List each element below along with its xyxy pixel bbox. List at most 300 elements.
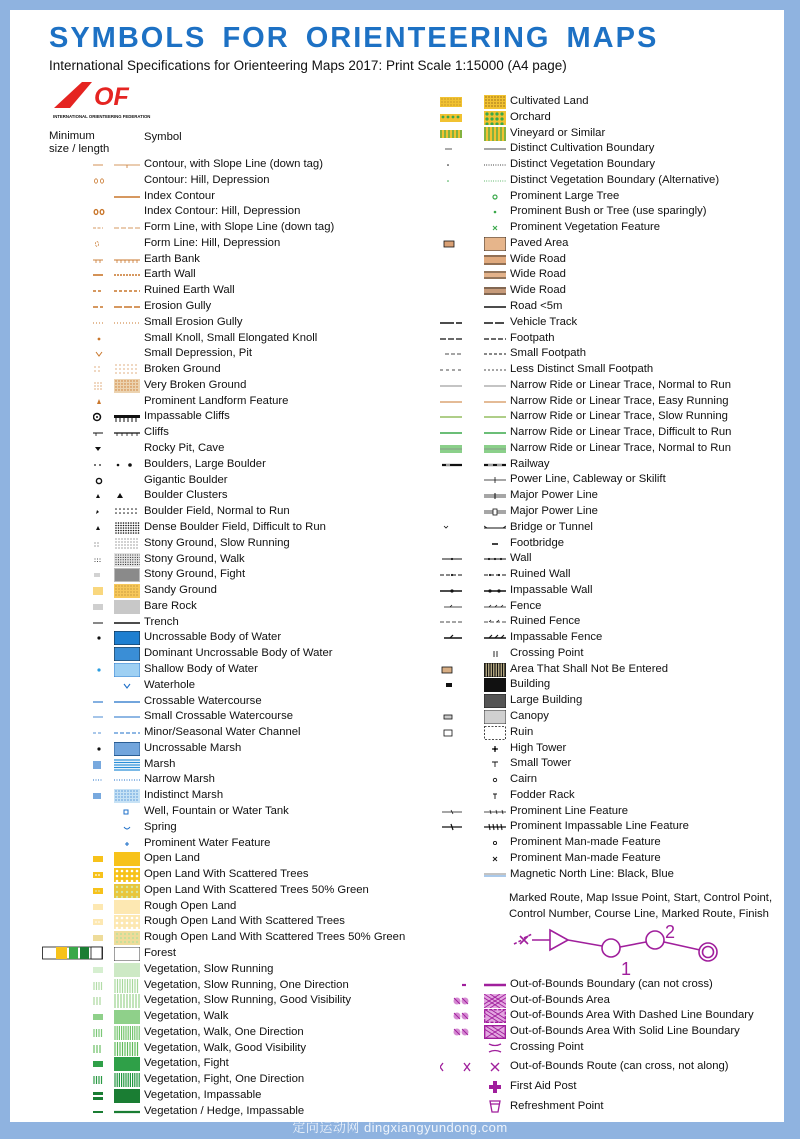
legend-label: Canopy — [510, 710, 549, 723]
legend-row — [0, 851, 661, 867]
header-minimum-line1: Minimum — [49, 130, 95, 142]
legend-label: Bridge or Tunnel — [510, 520, 593, 533]
legend-label: Prominent Man-made Feature — [510, 836, 661, 849]
fodder-rack-min-size-icon — [440, 789, 476, 805]
first-aid-min-size-icon — [452, 1080, 488, 1096]
legend-row — [0, 236, 569, 252]
rough-scattered-icon — [114, 915, 140, 931]
legend-label: Prominent Landform Feature — [144, 394, 289, 407]
legend-row — [0, 141, 655, 157]
legend-label: Crossable Watercourse — [144, 694, 262, 707]
legend-row — [0, 204, 707, 220]
legend-row — [0, 867, 674, 883]
large-tree-min-size-icon — [440, 190, 476, 206]
road-icon — [484, 300, 506, 316]
legend-label: Contour, with Slope Line (down tag) — [144, 158, 323, 170]
legend-row — [0, 1008, 754, 1024]
ruin-min-size-icon — [440, 726, 476, 742]
legend-label: Bare Rock — [144, 599, 197, 612]
ride-normal-min-size-icon — [440, 379, 476, 395]
veg-boundary-min-size-icon — [440, 158, 476, 174]
legend-row — [0, 693, 583, 709]
large-building-icon — [484, 694, 506, 710]
bush-min-size-icon — [440, 205, 476, 221]
legend-row — [0, 536, 565, 552]
legend-label: Wide Road — [510, 252, 566, 265]
rough-scattered-green-min-size-icon — [93, 931, 107, 947]
high-tower-min-size-icon — [440, 742, 476, 758]
legend-label: Forest — [144, 947, 177, 959]
legend-label: Vegetation, Fight, One Direction — [144, 1073, 305, 1086]
legend-label: Vegetation, Slow Running — [144, 962, 274, 975]
legend-label: Index Contour: Hill, Depression — [144, 205, 301, 218]
wide-road-1-min-size-icon — [440, 253, 476, 269]
legend-label: Distinct Vegetation Boundary — [510, 158, 656, 171]
oob-area-icon — [484, 994, 506, 1010]
ride-slow-icon — [484, 410, 506, 426]
vehicle-track-icon — [484, 316, 506, 332]
legend-row — [0, 267, 566, 283]
legend-label: Out-of-Bounds Area With Solid Line Boundary — [510, 1025, 740, 1037]
vineyard-icon — [484, 127, 506, 143]
legend-label: Broken Ground — [144, 363, 221, 376]
legend-label: Rough Open Land — [144, 899, 237, 912]
ruined-fence-icon — [484, 615, 506, 631]
legend-label: Gigantic Boulder — [144, 473, 228, 486]
wide-road-2-min-size-icon — [440, 268, 476, 284]
legend-row — [0, 1059, 729, 1075]
manmade-circle-icon — [484, 836, 506, 852]
oob-solid-min-size-icon — [452, 1025, 488, 1041]
legend-label: Index Contour — [144, 189, 215, 202]
legend-row — [0, 504, 598, 520]
legend-label: Very Broken Ground — [144, 378, 247, 391]
legend-label: Large Building — [510, 694, 583, 707]
legend-row — [0, 756, 572, 772]
oob-dashed-icon — [484, 1009, 506, 1025]
legend-label: Out-of-Bounds Route (can cross, not along) — [510, 1060, 729, 1072]
footbridge-icon — [484, 537, 506, 553]
open-scattered-green-min-size-icon — [93, 884, 107, 900]
legend-label: Spring — [144, 820, 177, 833]
forbidden-area-min-size-icon — [440, 663, 476, 679]
legend-row — [0, 646, 584, 662]
legend-row — [0, 1040, 584, 1056]
legend-label: Waterhole — [144, 678, 196, 691]
small-tower-icon — [484, 757, 506, 773]
canopy-min-size-icon — [440, 710, 476, 726]
legend-label: Small Erosion Gully — [144, 315, 243, 328]
cultivated-min-size-icon — [440, 95, 476, 111]
forest-min-size-icon — [42, 946, 104, 965]
legend-row — [0, 1099, 604, 1115]
legend-row — [0, 189, 620, 205]
vineyard-min-size-icon — [440, 127, 476, 143]
manmade-x-min-size-icon — [440, 852, 476, 868]
legend-label: Vineyard or Similar — [510, 126, 606, 139]
course-crossing-min-size-icon — [452, 1041, 488, 1057]
less-distinct-path-icon — [484, 363, 506, 379]
legend-label: Impassable Fence — [510, 631, 603, 644]
legend-label: Rough Open Land With Scattered Trees 50% Green — [144, 931, 406, 944]
veg-feature-icon — [484, 221, 506, 237]
legend-label: Sandy Ground — [144, 584, 217, 597]
large-tree-icon — [484, 190, 506, 206]
legend-label: Prominent Line Feature — [510, 804, 629, 817]
legend-label: Narrow Marsh — [144, 773, 215, 786]
legend-label: Marsh — [144, 757, 176, 770]
legend-row — [0, 1024, 740, 1040]
legend-label: Fence — [510, 599, 542, 612]
major-power-2-icon — [484, 505, 506, 521]
oob-boundary-min-size-icon — [452, 978, 488, 994]
legend-row — [0, 599, 542, 615]
legend-row — [0, 472, 666, 488]
legend-label: Indistinct Marsh — [144, 789, 224, 802]
legend-label: Stony Ground, Fight — [144, 568, 246, 581]
ride-difficult-icon — [484, 426, 506, 442]
legend-label: Prominent Impassable Line Feature — [510, 820, 689, 833]
legend-label: Form Line, with Slope Line (down tag) — [144, 221, 335, 234]
paved-icon — [484, 237, 506, 253]
refreshment-icon — [484, 1100, 506, 1116]
footpath-min-size-icon — [440, 332, 476, 348]
legend-row — [0, 835, 661, 851]
forest-icon — [114, 947, 140, 963]
legend-label: Impassable Wall — [510, 583, 593, 596]
rough-open-icon — [114, 900, 140, 916]
legend-row — [0, 930, 406, 946]
legend-row — [0, 551, 532, 567]
legend-label: Boulders, Large Boulder — [144, 457, 266, 470]
legend-label: Out-of-Bounds Area — [510, 994, 610, 1006]
legend-label: Rocky Pit, Cave — [144, 442, 225, 455]
legend-label: Uncrossable Body of Water — [144, 631, 282, 644]
legend-label: Magnetic North Line: Black, Blue — [510, 867, 674, 880]
legend-row — [0, 520, 593, 536]
wall-icon — [484, 552, 506, 568]
legend-label: High Tower — [510, 741, 567, 754]
legend-label: Area That Shall Not Be Entered — [510, 662, 669, 675]
forbidden-area-icon — [484, 663, 506, 679]
legend-label: Small Footpath — [510, 347, 586, 360]
legend-row — [0, 362, 654, 378]
legend-label: Wide Road — [510, 284, 566, 297]
legend-label: Refreshment Point — [510, 1100, 604, 1112]
legend-label: Narrow Ride or Linear Trace, Slow Running — [510, 410, 728, 423]
ride-slow-min-size-icon — [440, 410, 476, 426]
legend-label: Boulder Field, Normal to Run — [144, 505, 290, 518]
legend-row — [0, 709, 549, 725]
legend-row — [0, 583, 593, 599]
watermark-footer: 定向运动网 dingxiangyundong.com — [292, 1120, 508, 1135]
building-min-size-icon — [440, 678, 476, 694]
legend-row — [0, 899, 380, 915]
legend-label: Vegetation, Walk, Good Visibility — [144, 1041, 307, 1054]
legend-label: Earth Wall — [144, 268, 196, 281]
ride-normal-2-icon — [484, 442, 506, 458]
legend-row — [0, 819, 689, 835]
page-subtitle: International Specifications for Orienteering Maps 2017: Print Scale 1:15000 (A4 page) — [49, 58, 567, 73]
legend-label: Less Distinct Small Footpath — [510, 363, 654, 376]
legend-row — [0, 741, 567, 757]
legend-label: Narrow Ride or Linear Trace, Normal to Run — [510, 441, 732, 454]
power-line-icon — [484, 473, 506, 489]
oob-route-icon — [484, 1060, 506, 1076]
legend-label: Power Line, Cableway or Skilift — [510, 473, 666, 486]
legend-row — [0, 788, 575, 804]
high-tower-icon — [484, 742, 506, 758]
control-number-2: 2 — [665, 922, 676, 942]
veg-feature-min-size-icon — [440, 221, 476, 237]
wide-road-3-icon — [484, 284, 506, 300]
major-power-1-min-size-icon — [440, 489, 476, 505]
legend-label: Narrow Ride or Linear Trace, Easy Running — [510, 394, 729, 407]
legend-row — [0, 315, 578, 331]
road-min-size-icon — [440, 300, 476, 316]
legend-label: Ruined Earth Wall — [144, 284, 235, 297]
manmade-circle-min-size-icon — [440, 836, 476, 852]
veg-boundary-alt-min-size-icon — [440, 174, 476, 190]
legend-row — [0, 567, 571, 583]
major-power-2-min-size-icon — [440, 505, 476, 521]
canopy-icon — [484, 710, 506, 726]
legend-label: Prominent Large Tree — [510, 189, 620, 202]
legend-label: Vegetation, Slow Running, One Direction — [144, 978, 349, 991]
legend-row — [0, 883, 380, 899]
fence-min-size-icon — [440, 600, 476, 616]
railway-min-size-icon — [440, 458, 476, 474]
legend-label: Cliffs — [144, 426, 169, 439]
legend-label: Vegetation, Walk — [144, 1010, 229, 1023]
legend-row — [0, 614, 581, 630]
orchard-icon — [484, 111, 506, 127]
line-feature-icon — [484, 805, 506, 821]
oob-dashed-min-size-icon — [452, 1009, 488, 1025]
legend-row — [0, 662, 669, 678]
legend-label: Narrow Ride or Linear Trace, Normal to Run — [510, 378, 732, 391]
legend-label: First Aid Post — [510, 1080, 577, 1092]
rough-scattered-green-icon — [114, 931, 140, 947]
open-scattered-green-icon — [114, 884, 140, 900]
legend-row — [0, 346, 586, 362]
bridge-min-size-icon — [440, 521, 476, 537]
large-building-min-size-icon — [440, 694, 476, 710]
legend-row — [0, 331, 555, 347]
legend-row — [0, 1079, 577, 1095]
legend-label: Rough Open Land With Scattered Trees — [144, 915, 345, 928]
bridge-icon — [484, 521, 506, 537]
legend-label: Vegetation, Fight — [144, 1057, 229, 1070]
cairn-min-size-icon — [440, 773, 476, 789]
major-power-1-icon — [484, 489, 506, 505]
cairn-icon — [484, 773, 506, 789]
legend-label: Wall — [510, 552, 532, 565]
legend-label: Open Land — [144, 852, 200, 865]
legend-row — [0, 409, 728, 425]
legend-label: Small Depression, Pit — [144, 347, 252, 360]
cultivation-boundary-icon — [484, 142, 506, 158]
ride-normal-2-min-size-icon — [440, 442, 476, 458]
building-icon — [484, 678, 506, 694]
wide-road-1-icon — [484, 253, 506, 269]
legend-row — [0, 977, 713, 993]
legend-label: Railway — [510, 457, 550, 470]
legend-label: Ruined Fence — [510, 615, 581, 628]
veg-boundary-alt-icon — [484, 174, 506, 190]
legend-label: Vegetation, Slow Running, Good Visibility — [144, 994, 352, 1007]
marked-route-title — [509, 891, 772, 922]
legend-label: Impassable Cliffs — [144, 410, 230, 423]
legend-label: Out-of-Bounds Boundary (can not cross) — [510, 978, 713, 990]
legend-label: Out-of-Bounds Area With Dashed Line Boundary — [510, 1009, 754, 1021]
legend-label: Cultivated Land — [510, 95, 589, 107]
legend-label: Crossing Point — [510, 1041, 584, 1053]
north-line-icon — [484, 868, 506, 884]
rough-scattered-min-size-icon — [93, 915, 107, 931]
veg-boundary-icon — [484, 158, 506, 174]
legend-label: Boulder Clusters — [144, 489, 228, 502]
legend-label: Vehicle Track — [510, 315, 578, 328]
legend-row — [0, 394, 729, 410]
ruin-icon — [484, 726, 506, 742]
legend-label: Earth Bank — [144, 252, 200, 265]
legend-label: Major Power Line — [510, 489, 598, 502]
legend-row — [0, 110, 551, 126]
legend-label: Prominent Man-made Feature — [510, 851, 661, 864]
legend-label: Road <5m — [510, 300, 563, 312]
refreshment-min-size-icon — [452, 1100, 488, 1116]
footpath-icon — [484, 332, 506, 348]
impassable-line-feature-min-size-icon — [440, 820, 476, 836]
legend-row — [0, 252, 566, 268]
ruined-fence-min-size-icon — [440, 615, 476, 631]
fodder-rack-icon — [484, 789, 506, 805]
legend-row — [0, 772, 537, 788]
logo-text: OF — [94, 83, 129, 111]
legend-row — [0, 630, 603, 646]
legend-row — [0, 804, 629, 820]
control-number-1: 1 — [621, 959, 632, 979]
legend-label: Fodder Rack — [510, 788, 575, 801]
vehicle-track-min-size-icon — [440, 316, 476, 332]
legend-row — [0, 725, 534, 741]
legend-label: Dense Boulder Field, Difficult to Run — [144, 520, 326, 533]
legend-row — [0, 677, 551, 693]
legend-row — [0, 173, 720, 189]
small-footpath-min-size-icon — [440, 347, 476, 363]
wall-min-size-icon — [440, 552, 476, 568]
legend-label: Vegetation / Hedge, Impassable — [144, 1104, 305, 1117]
legend-label: Crossing Point — [510, 646, 584, 659]
legend-row — [0, 220, 661, 236]
course-crossing-icon — [484, 1041, 506, 1057]
legend-label: Footbridge — [510, 536, 565, 549]
small-footpath-icon — [484, 347, 506, 363]
ride-easy-icon — [484, 395, 506, 411]
legend-label: Uncrossable Marsh — [144, 741, 242, 754]
legend-row — [0, 457, 550, 473]
cultivation-boundary-min-size-icon — [440, 142, 476, 158]
oob-route-min-size-icon — [440, 1060, 476, 1076]
legend-label: Dominant Uncrossable Body of Water — [144, 647, 333, 660]
legend-label: Major Power Line — [510, 505, 598, 518]
legend-row — [0, 94, 589, 110]
bush-icon — [484, 205, 506, 221]
paved-min-size-icon — [440, 237, 476, 253]
course-symbols-graphic — [508, 920, 748, 980]
legend-label: Vegetation, Impassable — [144, 1089, 262, 1102]
first-aid-icon — [484, 1080, 506, 1096]
legend-label: Vegetation, Walk, One Direction — [144, 1025, 304, 1038]
power-line-min-size-icon — [440, 473, 476, 489]
legend-label: Stony Ground, Walk — [144, 552, 245, 565]
legend-label: Building — [510, 678, 551, 691]
impassable-wall-min-size-icon — [440, 584, 476, 600]
legend-label: Form Line: Hill, Depression — [144, 236, 281, 249]
header-minimum-line2: size / length — [49, 143, 110, 155]
wide-road-3-min-size-icon — [440, 284, 476, 300]
legend-label: Open Land With Scattered Trees — [144, 868, 309, 881]
course-symbols — [508, 920, 748, 980]
legend-label: Shallow Body of Water — [144, 662, 258, 675]
ride-easy-min-size-icon — [440, 395, 476, 411]
marked-route-title-line1: Marked Route, Map Issue Point, Start, Control Point, — [509, 892, 773, 904]
legend-row — [0, 488, 598, 504]
legend-label: Distinct Vegetation Boundary (Alternative) — [510, 173, 720, 186]
ride-difficult-min-size-icon — [440, 426, 476, 442]
legend-row — [0, 283, 566, 299]
impassable-fence-min-size-icon — [440, 631, 476, 647]
legend-label: Small Knoll, Small Elongated Knoll — [144, 331, 318, 344]
manmade-x-icon — [484, 852, 506, 868]
legend-label: Prominent Water Feature — [144, 836, 271, 849]
ruined-wall-min-size-icon — [440, 568, 476, 584]
legend-label: Wide Road — [510, 268, 566, 281]
legend-row — [0, 441, 732, 457]
header-symbol: Symbol — [144, 131, 182, 143]
line-feature-min-size-icon — [440, 805, 476, 821]
legend-label: Erosion Gully — [144, 300, 212, 313]
legend-row — [0, 378, 732, 394]
rough-open-min-size-icon — [93, 900, 107, 916]
impassable-fence-icon — [484, 631, 506, 647]
oob-boundary-icon — [484, 978, 506, 994]
legend-label: Stony Ground, Slow Running — [144, 536, 290, 549]
crossing-point-icon — [484, 647, 506, 663]
legend-row — [0, 157, 656, 173]
legend-label: Minor/Seasonal Water Channel — [144, 726, 301, 739]
legend-label: Footpath — [510, 331, 555, 344]
orchard-min-size-icon — [440, 111, 476, 127]
impassable-wall-icon — [484, 584, 506, 600]
legend-label: Narrow Ride or Linear Trace, Difficult to Run — [510, 426, 732, 439]
legend-row — [0, 126, 606, 142]
footbridge-min-size-icon — [440, 537, 476, 553]
legend-label: Ruin — [510, 725, 534, 738]
legend-label: Well, Fountain or Water Tank — [144, 804, 289, 817]
legend-label: Trench — [144, 615, 179, 628]
legend-label: Contour: Hill, Depression — [144, 173, 270, 186]
ride-normal-icon — [484, 379, 506, 395]
legend-row — [0, 914, 380, 930]
railway-icon — [484, 458, 506, 474]
oob-solid-icon — [484, 1025, 506, 1041]
fence-icon — [484, 600, 506, 616]
legend-row — [0, 425, 732, 441]
legend-label: Orchard — [510, 110, 551, 123]
wide-road-2-icon — [484, 268, 506, 284]
